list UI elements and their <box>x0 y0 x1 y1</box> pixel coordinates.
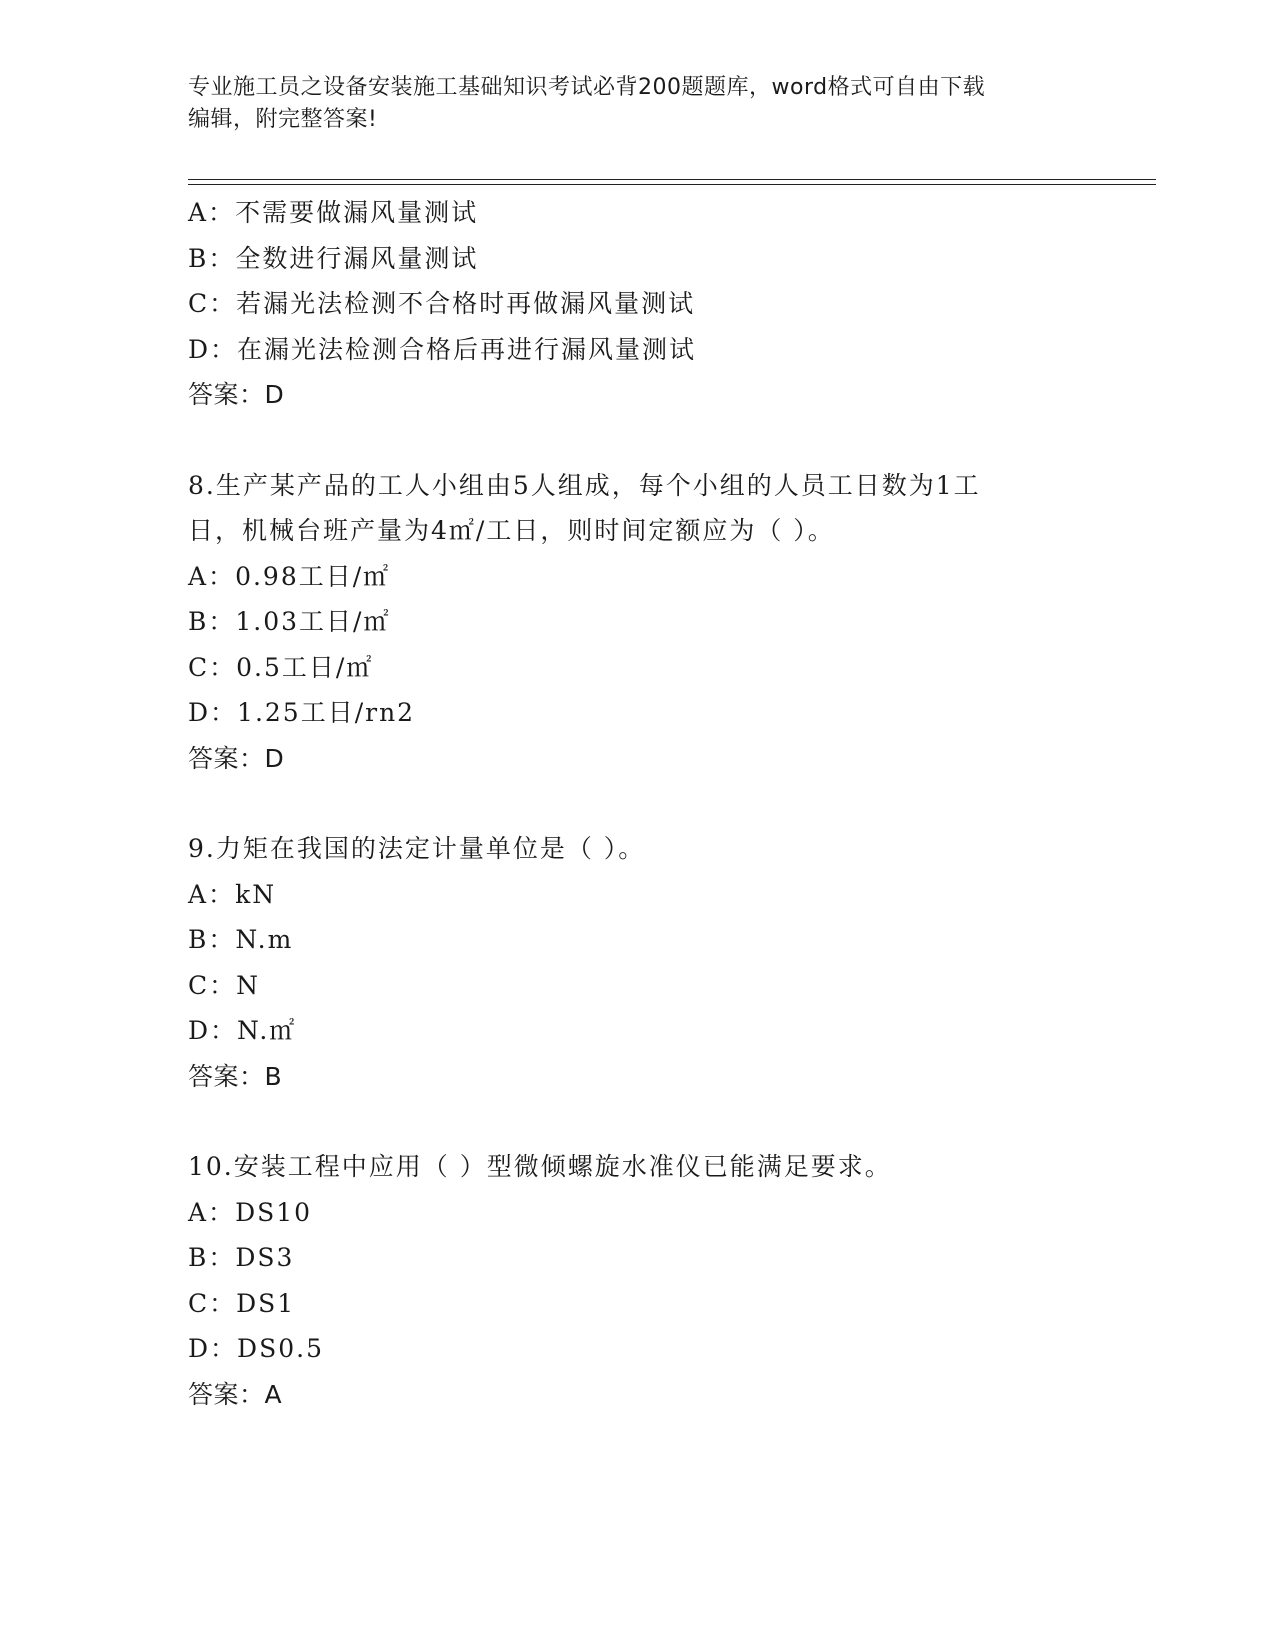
answer-line: 答案：D <box>188 380 285 409</box>
option-label: A： <box>188 561 236 591</box>
option-label: B： <box>188 243 236 273</box>
question-list <box>188 190 1088 1417</box>
question-9 <box>188 826 1088 1099</box>
option-text: DS3 <box>235 1243 295 1272</box>
option-text: DS10 <box>235 1197 313 1227</box>
option-c <box>188 645 1088 691</box>
option-label: D： <box>188 698 238 727</box>
option-text: 0.98工日/㎡ <box>235 561 391 591</box>
answer-line: 答案：B <box>188 1061 283 1091</box>
option-text: 在漏光法检测合格后再进行漏风量测试 <box>237 334 697 364</box>
option-c <box>188 281 1088 327</box>
question-stem: 9.力矩在我国的法定计量单位是（ ）。 <box>188 834 646 863</box>
question-stem-line-1: 8.生产某产品的工人小组由5人组成，每个小组的人员工日数为1工 <box>188 470 981 500</box>
option-a <box>188 554 1088 600</box>
option-text: kN <box>235 879 277 909</box>
option-label: A： <box>188 879 236 909</box>
option-text: DS0.5 <box>237 1334 324 1363</box>
option-text: 1.25工日/rn2 <box>237 698 416 727</box>
option-label: A： <box>188 198 236 227</box>
header-divider-bottom <box>188 184 1156 185</box>
option-label: C： <box>188 652 237 682</box>
header-title-line-2: 编辑，附完整答案! <box>188 107 378 132</box>
option-a <box>188 872 1088 918</box>
spacer <box>188 781 1088 826</box>
option-text: N <box>236 970 261 1000</box>
header-divider-top <box>188 179 1156 180</box>
option-text: 若漏光法检测不合格时再做漏风量测试 <box>236 289 696 318</box>
question-7 <box>188 190 1088 418</box>
option-text: 不需要做漏风量测试 <box>235 198 479 227</box>
option-d <box>188 1008 1088 1054</box>
option-text: 全数进行漏风量测试 <box>235 243 479 273</box>
spacer <box>188 418 1088 463</box>
question-stem: 10.安装工程中应用（ ）型微倾螺旋水准仪已能满足要求。 <box>188 1152 892 1181</box>
option-text: N.㎡ <box>237 1016 297 1045</box>
option-text: 0.5工日/㎡ <box>236 652 374 682</box>
answer-line: 答案：A <box>188 1379 283 1409</box>
spacer <box>188 1099 1088 1144</box>
option-label: B： <box>188 1243 236 1272</box>
option-b <box>188 599 1088 645</box>
option-a <box>188 190 1088 236</box>
header-title-line-1: 专业施工员之设备安装施工基础知识考试必背200题题库，word格式可自由下载 <box>188 75 986 100</box>
option-label: B： <box>188 925 236 954</box>
option-label: D： <box>188 334 238 364</box>
question-stem-line-2: 日，机械台班产量为4㎡/工日，则时间定额应为（ ）。 <box>188 516 835 545</box>
question-10 <box>188 1144 1088 1417</box>
option-text: DS1 <box>236 1288 296 1318</box>
option-label: D： <box>188 1334 238 1363</box>
option-label: C： <box>188 970 237 1000</box>
option-label: C： <box>188 1288 237 1318</box>
option-label: B： <box>188 607 236 636</box>
option-label: D： <box>188 1016 238 1045</box>
page-header <box>188 72 1088 136</box>
option-c <box>188 1281 1088 1327</box>
option-text: N.m <box>235 925 294 954</box>
option-b <box>188 917 1088 963</box>
answer-line: 答案：D <box>188 743 285 773</box>
option-a <box>188 1190 1088 1236</box>
option-d <box>188 327 1088 373</box>
question-8 <box>188 463 1088 782</box>
option-b <box>188 1235 1088 1281</box>
option-text: 1.03工日/㎡ <box>235 607 391 636</box>
option-label: C： <box>188 289 237 318</box>
option-d <box>188 1326 1088 1372</box>
option-label: A： <box>188 1197 236 1227</box>
option-c <box>188 963 1088 1009</box>
option-d <box>188 690 1088 736</box>
option-b <box>188 236 1088 282</box>
